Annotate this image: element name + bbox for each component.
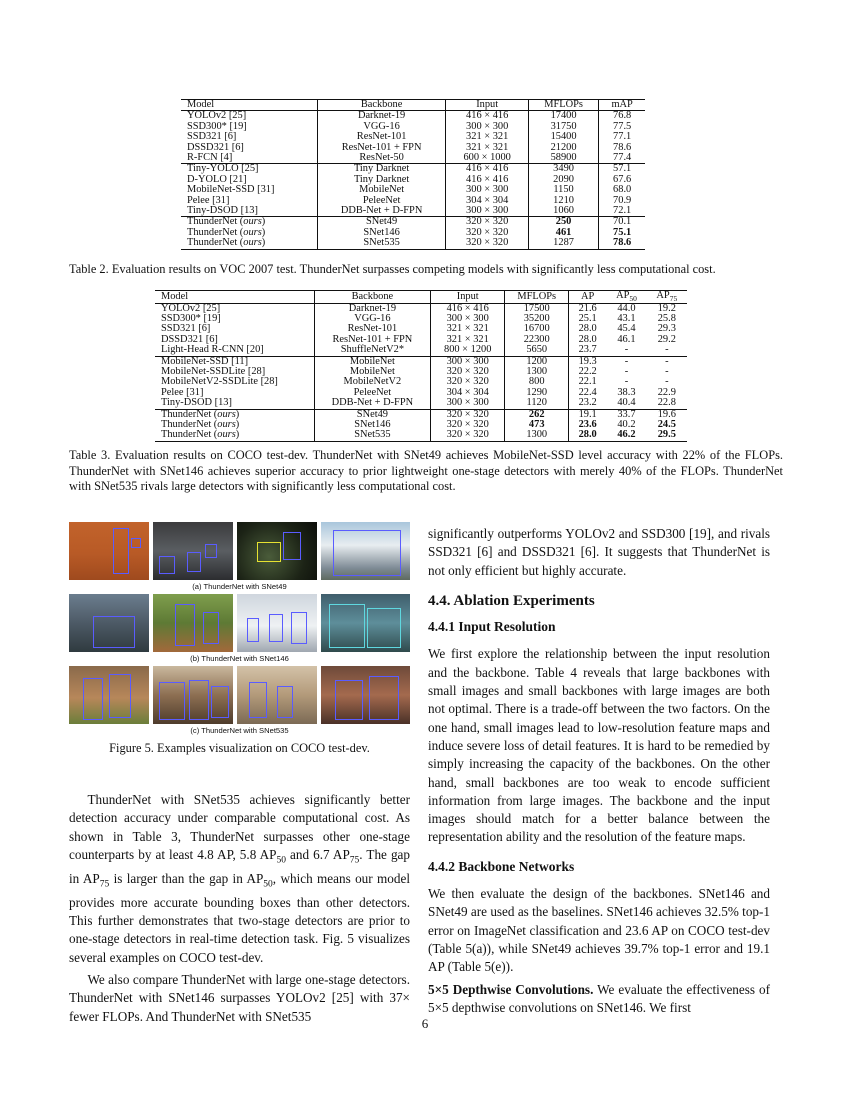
figure-subcaption: (c) ThunderNet with SNet535 xyxy=(190,726,289,735)
table-cell: 3490 xyxy=(528,164,598,175)
table-3-grid xyxy=(155,290,687,442)
detection-image xyxy=(321,666,410,724)
table-cell: DDB-Net + D-FPN xyxy=(317,206,446,217)
table-cell: 300 × 300 xyxy=(431,314,505,324)
bounding-box xyxy=(249,682,267,718)
table-cell: SNet146 xyxy=(317,228,446,238)
table-row xyxy=(181,185,645,195)
bounding-box xyxy=(329,604,365,648)
col-header: Backbone xyxy=(314,291,430,304)
table-2-grid xyxy=(181,99,645,250)
detection-image xyxy=(69,666,149,724)
bounding-box xyxy=(283,532,301,560)
table-cell: 72.1 xyxy=(613,205,632,217)
table-cell: ShuffleNetV2* xyxy=(314,345,430,356)
table-row xyxy=(155,324,687,334)
table-cell: 70.9 xyxy=(613,194,632,206)
bounding-box xyxy=(269,614,283,642)
table-cell: 320 × 320 xyxy=(431,367,505,377)
table-cell: 70.1 xyxy=(613,216,632,228)
table-cell: 24.5 xyxy=(657,419,676,431)
table-cell: 250 xyxy=(528,217,598,228)
col-header: MFLOPs xyxy=(505,291,569,304)
table-cell: 5650 xyxy=(505,345,569,356)
table-cell: Light-Head R-CNN [20] xyxy=(155,345,314,356)
table-cell: 1120 xyxy=(505,398,569,409)
table-cell: 29.5 xyxy=(657,429,676,441)
table-cell: 23.6 xyxy=(578,419,597,431)
paragraph: significantly outperforms YOLOv2 and SSD300 [19], and rivals SSD321 [6] and DSSD321 [6]. It suggests that ThunderNet is not only efficient but highly accurate. xyxy=(428,526,770,578)
col-header: Model xyxy=(181,100,317,111)
table-cell: - xyxy=(665,366,669,377)
table-header-row xyxy=(181,100,645,111)
table-cell: 75.1 xyxy=(613,226,632,238)
table-cell: 29.3 xyxy=(657,323,676,335)
bounding-box xyxy=(247,618,259,642)
table-3-caption: Table 3. Evaluation results on COCO test-dev. ThunderNet with SNet49 achieves MobileNet-SSD level accuracy with 22% of the FLOPs. ThunderNet with SNet146 achieves superior accuracy to prior lightweight one-stage detectors with merely 40% of the FLOPs. ThunderNet with SNet535 rivals large detectors with significantly less computational cost. xyxy=(69,448,783,494)
detection-image xyxy=(153,522,233,580)
table-cell: 1300 xyxy=(505,367,569,377)
table-cell: ThunderNet (ours) xyxy=(181,238,317,249)
detection-image xyxy=(237,666,317,724)
bounding-box xyxy=(205,544,217,558)
table-group xyxy=(155,356,687,409)
table-cell: 1210 xyxy=(528,196,598,206)
table-cell: DSSD321 [6] xyxy=(155,335,314,345)
table-cell: VGG-16 xyxy=(314,314,430,324)
table-cell: VGG-16 xyxy=(317,122,446,132)
table-cell: 22.1 xyxy=(578,376,597,388)
table-cell: PeleeNet xyxy=(317,196,446,206)
table-cell: - xyxy=(624,366,629,377)
table-cell: 17500 xyxy=(505,303,569,314)
table-row xyxy=(155,388,687,398)
subsection-heading: 4.4.1 Input Resolution xyxy=(428,619,556,635)
table-cell: 1287 xyxy=(528,238,598,249)
figure-subcaption: (a) ThunderNet with SNet49 xyxy=(192,582,287,591)
table-cell: 25.8 xyxy=(657,312,676,324)
table-cell: 22300 xyxy=(505,335,569,345)
detection-image xyxy=(69,522,149,580)
right-column-text xyxy=(428,525,770,1017)
table-group xyxy=(155,409,687,441)
detection-image xyxy=(237,594,317,652)
table-cell: Tiny Darknet xyxy=(317,164,446,175)
table-row xyxy=(155,430,687,441)
table-cell: 77.4 xyxy=(613,152,632,164)
table-cell: ResNet-50 xyxy=(317,153,446,164)
figure-5-caption: Figure 5. Examples visualization on COCO test-dev. xyxy=(109,741,370,755)
table-cell: Tiny Darknet xyxy=(317,175,446,185)
table-cell: ResNet-101 + FPN xyxy=(317,143,446,153)
table-cell: PeleeNet xyxy=(314,388,430,398)
table-cell: 321 × 321 xyxy=(431,324,505,334)
table-cell: Darknet-19 xyxy=(314,303,430,314)
table-cell: 1300 xyxy=(505,430,569,441)
table-row xyxy=(181,153,645,164)
table-cell: 22.9 xyxy=(657,386,676,398)
table-row xyxy=(181,164,645,175)
table-cell: 300 × 300 xyxy=(446,122,528,132)
table-cell: 19.6 xyxy=(657,408,676,420)
col-header: Backbone xyxy=(317,100,446,111)
table-2-caption: Table 2. Evaluation results on VOC 2007 test. ThunderNet surpasses competing models with significantly less computational cost. xyxy=(69,262,716,276)
paragraph: 5×5 Depthwise Convolutions. We evaluate the effectiveness of 5×5 depthwise convolutions on SNet146. We first xyxy=(428,981,770,1015)
detection-image xyxy=(237,522,317,580)
paragraph-lead: 5×5 Depthwise Convolutions. xyxy=(428,981,594,997)
left-column-text xyxy=(69,791,410,1026)
bounding-box xyxy=(189,680,209,720)
table-cell: MobileNet xyxy=(314,356,430,367)
detection-image xyxy=(153,666,233,724)
table-cell: 17400 xyxy=(528,111,598,122)
table-cell: 29.2 xyxy=(657,333,676,345)
table-group xyxy=(155,303,687,356)
table-cell: 300 × 300 xyxy=(446,185,528,195)
table-cell: 28.0 xyxy=(578,429,597,441)
table-2 xyxy=(181,99,645,250)
table-cell: 320 × 320 xyxy=(446,238,528,249)
table-cell: 304 × 304 xyxy=(431,388,505,398)
table-cell: DDB-Net + D-FPN xyxy=(314,398,430,409)
table-cell: 19.2 xyxy=(657,302,676,314)
bounding-box xyxy=(257,542,281,562)
table-cell: 473 xyxy=(505,420,569,430)
table-cell: 320 × 320 xyxy=(431,420,505,430)
table-cell: ResNet-101 xyxy=(317,132,446,142)
table-cell: - xyxy=(624,355,629,367)
table-cell: 15400 xyxy=(528,132,598,142)
table-cell: 19.1 xyxy=(578,408,597,420)
table-cell: 76.8 xyxy=(613,110,632,122)
table-cell: SNet49 xyxy=(317,217,446,228)
table-cell: 262 xyxy=(505,409,569,420)
table-cell: 416 × 416 xyxy=(446,111,528,122)
table-cell: 28.0 xyxy=(578,333,597,345)
table-cell: 44.0 xyxy=(617,302,636,314)
table-cell: 77.5 xyxy=(613,120,632,132)
table-cell: MobileNet-SSD [31] xyxy=(181,185,317,195)
bounding-box xyxy=(159,556,175,574)
table-cell: - xyxy=(665,344,669,356)
detection-image xyxy=(153,594,233,652)
table-cell: 1290 xyxy=(505,388,569,398)
table-cell: 23.7 xyxy=(578,344,597,356)
detection-image xyxy=(321,522,410,580)
table-cell: MobileNet-SSD [11] xyxy=(155,356,314,367)
subsection-heading: 4.4.2 Backbone Networks xyxy=(428,858,575,874)
table-cell: 321 × 321 xyxy=(446,132,528,142)
table-cell: Tiny-YOLO [25] xyxy=(181,164,317,175)
figure-subcaption: (b) ThunderNet with SNet146 xyxy=(190,654,289,663)
bounding-box xyxy=(109,674,131,718)
table-cell: 320 × 320 xyxy=(431,430,505,441)
table-cell: ResNet-101 + FPN xyxy=(314,335,430,345)
table-cell: 416 × 416 xyxy=(446,175,528,185)
table-cell: 22.8 xyxy=(657,397,676,409)
detection-image xyxy=(321,594,410,652)
table-cell: 461 xyxy=(528,228,598,238)
col-header: mAP xyxy=(611,99,633,110)
table-cell: 320 × 320 xyxy=(446,228,528,238)
table-cell: MobileNet-SSDLite [28] xyxy=(155,367,314,377)
table-cell: 2090 xyxy=(528,175,598,185)
page-number: 6 xyxy=(421,1016,429,1031)
col-header: Input xyxy=(446,100,528,111)
table-cell: 45.4 xyxy=(617,323,636,335)
table-cell: Pelee [31] xyxy=(181,196,317,206)
table-cell: MobileNet xyxy=(317,185,446,195)
bounding-box xyxy=(159,682,185,720)
table-cell: 21200 xyxy=(528,143,598,153)
table-cell: 38.3 xyxy=(617,386,636,398)
table-cell: 320 × 320 xyxy=(446,217,528,228)
table-cell: 78.6 xyxy=(613,141,632,153)
paragraph: ThunderNet with SNet535 achieves significantly better detection accuracy under comparable computational cost. As shown in Table 3, ThunderNet surpasses other one-stage counterparts by at least 4.8 AP, 5.8 $AP_{50}$ and 6.7 $AP_{75}$. The gap in $AP_{75}$ is larger than the gap in $AP_{50}$, which means our model provides more accurate bounding boxes than other detectors. This further demonstrates that two-stage detectors are prior to one-stage detectors in real-time detection task. Fig. 5 visualizes several examples on COCO test-dev. xyxy=(69,792,410,965)
table-cell: ThunderNet (ours) xyxy=(181,228,317,238)
table-cell: ThunderNet (ours) xyxy=(181,217,317,228)
table-row xyxy=(155,303,687,314)
bounding-box xyxy=(335,680,363,720)
table-cell: 31750 xyxy=(528,122,598,132)
table-cell: 22.4 xyxy=(578,386,597,398)
table-cell: SSD300* [19] xyxy=(181,122,317,132)
table-cell: 320 × 320 xyxy=(431,377,505,387)
bounding-box xyxy=(131,538,141,548)
table-cell: SNet535 xyxy=(317,238,446,249)
table-cell: 321 × 321 xyxy=(446,143,528,153)
table-cell: 22.2 xyxy=(578,366,597,377)
col-header: MFLOPs xyxy=(528,100,598,111)
table-cell: YOLOv2 [25] xyxy=(181,111,317,122)
table-cell: MobileNetV2 xyxy=(314,377,430,387)
table-cell: - xyxy=(624,376,629,388)
table-cell: 40.4 xyxy=(617,397,636,409)
table-row xyxy=(155,398,687,409)
paragraph: We then evaluate the design of the backbones. SNet146 and SNet49 are used as the baselines. SNet146 achieves 32.5% top-1 error on ImageNet classification and 23.6 AP on COCO test-dev (Table 5(a)), while SNet49 achieves 39.7% top-1 error and 19.1 AP (Table 5(e)). xyxy=(428,886,770,975)
paragraph: We also compare ThunderNet with large one-stage detectors. ThunderNet with SNet146 surpasses YOLOv2 [25] with 37× fewer FLOPs. And ThunderNet with SNet535 xyxy=(69,971,410,1024)
bounding-box xyxy=(367,608,401,648)
table-row xyxy=(155,345,687,356)
col-header: $AP_{75}$ xyxy=(656,290,678,304)
table-cell: 16700 xyxy=(505,324,569,334)
table-cell: SSD300* [19] xyxy=(155,314,314,324)
bounding-box xyxy=(369,676,399,720)
table-cell: 304 × 304 xyxy=(446,196,528,206)
table-cell: YOLOv2 [25] xyxy=(155,303,314,314)
table-cell: 300 × 300 xyxy=(431,398,505,409)
table-cell: MobileNetV2-SSDLite [28] xyxy=(155,377,314,387)
table-group xyxy=(181,164,645,217)
table-cell: 800 × 1200 xyxy=(431,345,505,356)
bounding-box xyxy=(187,552,201,572)
bounding-box xyxy=(291,612,307,644)
col-header: $AP_{50}$ xyxy=(616,290,637,304)
table-cell: SSD321 [6] xyxy=(155,324,314,334)
table-cell: 300 × 300 xyxy=(431,356,505,367)
table-cell: 23.2 xyxy=(578,397,597,409)
table-cell: 46.1 xyxy=(617,333,636,345)
table-cell: 321 × 321 xyxy=(431,335,505,345)
table-cell: ThunderNet (ours) xyxy=(155,420,314,430)
table-cell: ResNet-101 xyxy=(314,324,430,334)
table-cell: 300 × 300 xyxy=(446,206,528,217)
table-row xyxy=(155,377,687,387)
table-header-row xyxy=(155,291,687,304)
figure-5 xyxy=(69,522,410,740)
table-cell: Darknet-19 xyxy=(317,111,446,122)
table-cell: Pelee [31] xyxy=(155,388,314,398)
bounding-box xyxy=(277,686,293,718)
col-header: AP xyxy=(581,290,595,302)
table-cell: 1150 xyxy=(528,185,598,195)
table-cell: 416 × 416 xyxy=(431,303,505,314)
table-cell: ThunderNet (ours) xyxy=(155,409,314,420)
table-cell: D-YOLO [21] xyxy=(181,175,317,185)
table-cell: 320 × 320 xyxy=(431,409,505,420)
bounding-box xyxy=(211,686,229,718)
table-cell: 35200 xyxy=(505,314,569,324)
col-header: Model xyxy=(155,291,314,304)
detection-image xyxy=(69,594,149,652)
table-cell: 1200 xyxy=(505,356,569,367)
table-cell: 25.1 xyxy=(578,312,597,324)
table-cell: Tiny-DSOD [13] xyxy=(181,206,317,217)
paragraph: We first explore the relationship between the input resolution and the backbone. Table 4 reveals that large backbones with small images and small backbones with large images are both not optimal. There is a trade-off between the two factors. On the one hand, small images lead to low-resolution feature maps and induce severe loss of detail features. It is hard to be remedied by simply increasing the capacity of the backbones. On the other hand, small backbones are too weak to encode sufficient information from large images. The backbone and the input images should match for a better balance between the representation ability and the resolution of the feature maps. xyxy=(428,646,770,845)
table-cell: 43.1 xyxy=(617,312,636,324)
bounding-box xyxy=(113,528,129,574)
table-cell: 78.6 xyxy=(613,237,632,249)
table-3 xyxy=(155,290,687,442)
table-row xyxy=(181,206,645,217)
table-cell: 800 xyxy=(505,377,569,387)
table-cell: 600 × 1000 xyxy=(446,153,528,164)
table-cell: SSD321 [6] xyxy=(181,132,317,142)
table-cell: 1060 xyxy=(528,206,598,217)
table-cell: 67.6 xyxy=(613,173,632,185)
table-cell: 77.1 xyxy=(613,131,632,143)
section-heading: 4.4. Ablation Experiments xyxy=(428,592,595,609)
table-cell: DSSD321 [6] xyxy=(181,143,317,153)
table-cell: ThunderNet (ours) xyxy=(155,430,314,441)
table-row xyxy=(181,238,645,249)
bounding-box xyxy=(175,604,195,646)
table-cell: - xyxy=(665,355,669,367)
table-cell: 28.0 xyxy=(578,323,597,335)
table-cell: SNet146 xyxy=(314,420,430,430)
table-cell: SNet49 xyxy=(314,409,430,420)
table-cell: MobileNet xyxy=(314,367,430,377)
bounding-box xyxy=(83,678,103,720)
table-cell: 68.0 xyxy=(613,184,632,196)
table-cell: 57.1 xyxy=(613,163,632,175)
table-cell: 416 × 416 xyxy=(446,164,528,175)
table-cell: 40.2 xyxy=(617,419,636,431)
table-cell: 21.6 xyxy=(578,302,597,314)
table-cell: SNet535 xyxy=(314,430,430,441)
table-group xyxy=(181,111,645,164)
table-cell: 19.3 xyxy=(578,355,597,367)
bounding-box xyxy=(93,616,135,648)
table-cell: 46.2 xyxy=(617,429,636,441)
table-cell: Tiny-DSOD [13] xyxy=(155,398,314,409)
bounding-box xyxy=(333,530,401,576)
table-cell: 33.7 xyxy=(617,408,636,420)
table-cell: - xyxy=(624,344,629,356)
table-cell: 58900 xyxy=(528,153,598,164)
table-row xyxy=(155,314,687,324)
col-header: Input xyxy=(431,291,505,304)
table-cell: - xyxy=(665,376,669,388)
bounding-box xyxy=(203,612,219,644)
table-cell: R-FCN [4] xyxy=(181,153,317,164)
table-group xyxy=(181,217,645,249)
